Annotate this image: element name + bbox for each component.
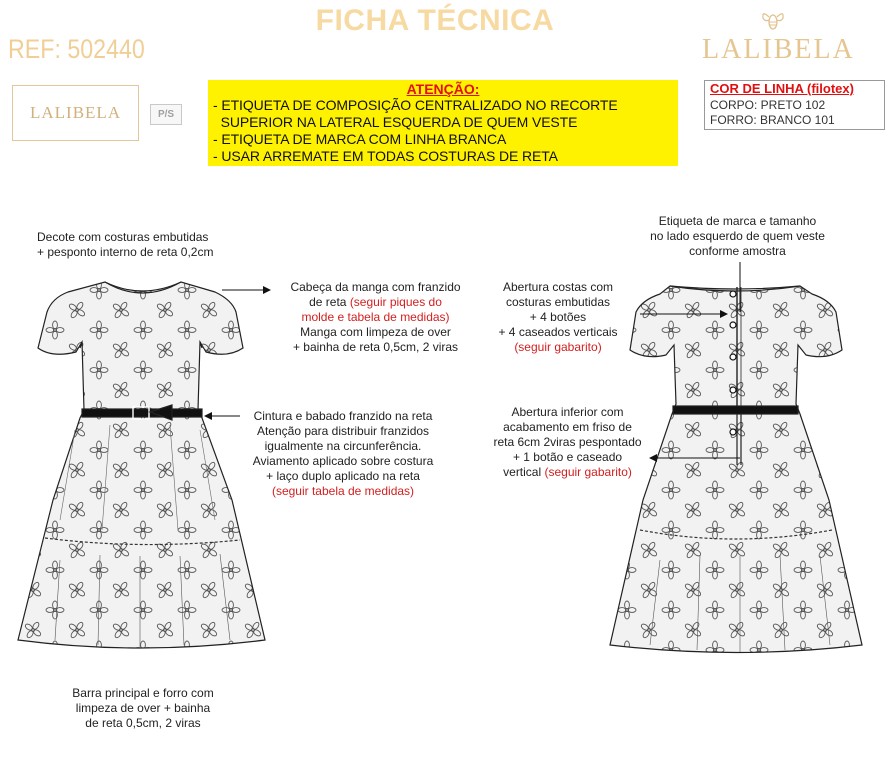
note-line: limpeza de over + bainha	[75, 701, 211, 715]
attention-title: ATENÇÃO:	[406, 81, 480, 97]
brand-logo: LALIBELA	[702, 34, 855, 65]
note-line: + 4 botões	[529, 310, 587, 324]
note-line: costuras embutidas	[505, 295, 611, 309]
note-line: Cabeça da manga com franzido	[290, 280, 461, 294]
note-line: Decote com costuras embutidas	[37, 230, 209, 244]
note-line: de reta	[309, 295, 350, 309]
page-title: FICHA TÉCNICA	[315, 4, 555, 37]
note-neckline	[37, 230, 213, 260]
note-line: de reta 0,5cm, 2 viras	[85, 716, 201, 730]
attention-line: - ETIQUETA DE COMPOSIÇÃO CENTRALIZADO NO RECORTE	[213, 97, 618, 113]
note-red: molde e tabela de medidas)	[301, 310, 450, 324]
note-sleeve	[278, 280, 473, 355]
note-red: (seguir gabarito)	[544, 465, 632, 479]
note-line: + laço duplo aplicado na reta	[266, 469, 420, 483]
note-line: vertical	[503, 465, 545, 479]
note-line: igualmente na circunferência.	[264, 439, 422, 453]
front-dress	[18, 282, 265, 648]
attention-line: - ETIQUETA DE MARCA COM LINHA BRANCA	[213, 131, 507, 147]
note-line: conforme amostra	[689, 244, 786, 258]
note-red: (seguir piques do	[349, 295, 442, 309]
note-lower-opening	[480, 405, 655, 480]
note-line: Cintura e babado franzido na reta	[253, 409, 433, 423]
note-line: Manga com limpeza de over	[300, 325, 451, 339]
attention-line: - USAR ARREMATE EM TODAS COSTURAS DE RETA	[213, 148, 558, 164]
reference-code: REF: 502440	[8, 34, 145, 64]
label-brand: LALIBELA	[30, 103, 122, 122]
note-line: + 4 caseados verticais	[498, 325, 618, 339]
note-line: + pesponto interno de reta 0,2cm	[37, 245, 214, 259]
note-red: (seguir gabarito)	[514, 340, 602, 354]
note-line: Abertura inferior com	[511, 405, 624, 419]
note-line: + bainha de reta 0,5cm, 2 viras	[292, 340, 459, 354]
note-line: Barra principal e forro com	[72, 686, 214, 700]
note-line: + 1 botão e caseado	[512, 450, 623, 464]
note-hem	[48, 686, 238, 731]
thread-title: COR DE LINHA (filotex)	[710, 81, 854, 96]
note-waist	[238, 409, 448, 499]
note-red: (seguir tabela de medidas)	[271, 484, 415, 498]
note-line: acabamento em friso de	[503, 420, 632, 434]
note-line: reta 6cm 2viras pespontado	[493, 435, 642, 449]
note-line: no lado esquerdo de quem veste	[650, 229, 825, 243]
size-tag: P/S	[150, 104, 182, 125]
note-line: Aviamento aplicado sobre costura	[252, 454, 434, 468]
attention-line: SUPERIOR NA LATERAL ESQUERDA DE QUEM VESTE	[213, 114, 578, 130]
note-line: Etiqueta de marca e tamanho	[658, 214, 817, 228]
note-back-opening	[483, 280, 633, 355]
note-line: Abertura costas com	[502, 280, 614, 294]
note-brand-label	[630, 214, 845, 259]
note-line: Atenção para distribuir franzidos	[256, 424, 430, 438]
thread-body: CORPO: PRETO 102	[710, 98, 826, 112]
thread-lining: FORRO: BRANCO 101	[710, 113, 835, 127]
